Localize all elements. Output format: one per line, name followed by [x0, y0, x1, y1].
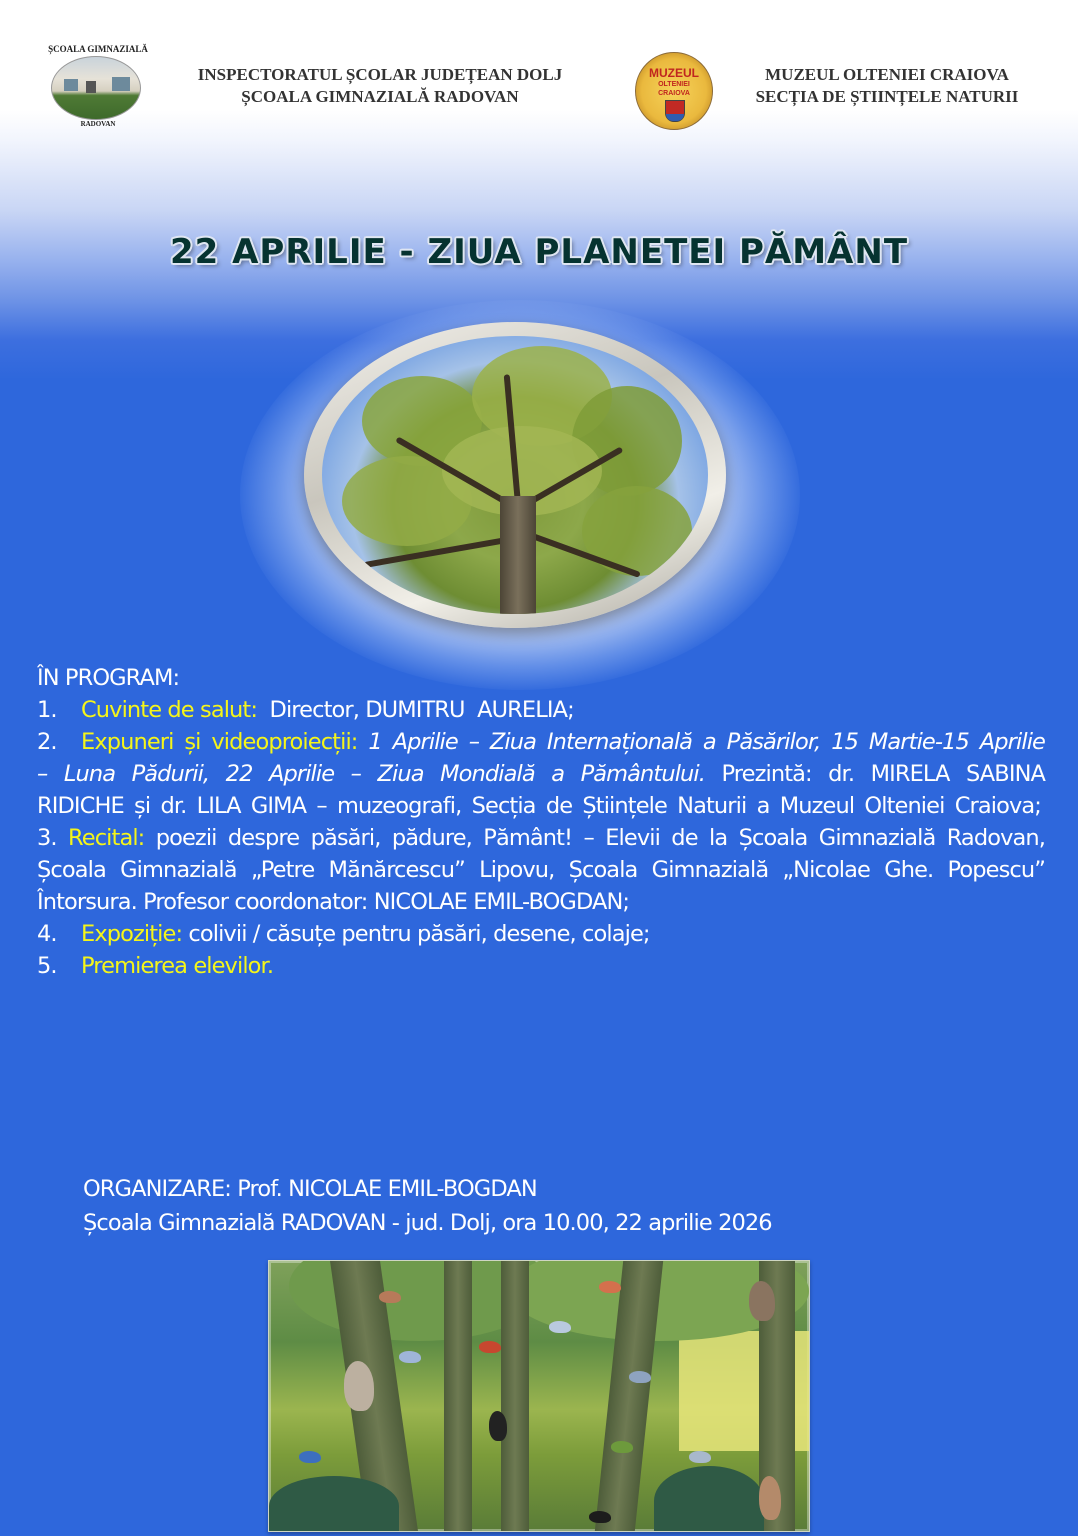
school-building-photo: [51, 56, 141, 120]
school-logo: [45, 44, 151, 132]
program-item-5: 5. Premierea elevilor.: [37, 953, 274, 979]
museum-section: SECȚIA DE ȘTIINȚELE NATURII: [755, 87, 1019, 106]
inspectorate-heading: [160, 64, 600, 108]
program-item-label: Expuneri și videoproiecții:: [81, 729, 358, 755]
school-logo-bottom-text: RADOVAN: [80, 120, 116, 128]
program-item-text: Director, DUMITRU AURELIA;: [257, 697, 574, 723]
inspectorate-name: INSPECTORATUL ȘCOLAR JUDEȚEAN DOLJ: [197, 65, 563, 84]
museum-heading: [722, 64, 1052, 108]
school-logo-arc-text: ȘCOALA GIMNAZIALĂ: [48, 44, 148, 54]
organizer-line: ORGANIZARE: Prof. NICOLAE EMIL-BOGDAN: [83, 1176, 537, 1202]
museum-logo: [635, 52, 713, 130]
organization-info: [83, 1172, 772, 1240]
program-item-2: 2. Expuneri și videoproiecții: 1 Aprilie – Ziua Internațională a Păsărilor, 15 Martie-15 Aprilie – Luna Pădurii, 22 Aprilie – Ziua Mondială a Pământului. Prezintă: dr. MIRELA SABINA RIDICHE și dr. LILA GIMA – muzeografi, Secția de Științele Naturii a Muzeul Olteniei Craiova;: [37, 729, 1045, 819]
museum-logo-line3: CRAIOVA: [658, 90, 690, 97]
program-section: [37, 662, 1045, 982]
program-item-label: Expoziție:: [81, 921, 183, 947]
tree-image-frame: [304, 322, 726, 628]
program-item-3: 3. Recital: poezii despre păsări, pădure, Pământ! – Elevii de la Școala Gimnazială Radovan, Școala Gimnazială „Petre Mănărcescu” Lipovu, Școala Gimnazială „Nicolae Ghe. Popescu” Întorsura. Profesor coordonator: NICOLAE EMIL-BOGDAN;: [37, 825, 1045, 915]
program-item-label: Cuvinte de salut:: [81, 697, 258, 723]
venue-date-line: Școala Gimnazială RADOVAN - jud. Dolj, ora 10.00, 22 aprilie 2026: [83, 1210, 772, 1236]
coat-of-arms-icon: [665, 100, 685, 122]
museum-logo-line2: OLTENIEI: [658, 81, 690, 88]
program-item-italic-text: 1 Aprilie – Ziua Internațională a Păsărilor, 15 Martie-15 Aprilie – Luna Pădurii, 22 Aprilie – Ziua Mondială a Pământului.: [37, 729, 1045, 787]
program-item-label: Premierea elevilor.: [81, 953, 274, 979]
program-item-text: Prezintă: dr. MIRELA SABINA RIDICHE și dr. LILA GIMA – muzeografi, Secția de Științele Naturii a Muzeul Olteniei Craiova;: [37, 761, 1045, 819]
tree-canopy-image: [322, 336, 708, 614]
program-heading: ÎN PROGRAM:: [37, 665, 180, 691]
poster-header: [0, 44, 1078, 134]
program-item-label: Recital:: [68, 825, 145, 851]
museum-name: MUZEUL OLTENIEI CRAIOVA: [765, 65, 1009, 84]
program-item-1: 1. Cuvinte de salut: Director, DUMITRU AURELIA;: [37, 697, 574, 723]
program-item-text: poezii despre păsări, pădure, Pământ! – Elevii de la Școala Gimnazială Radovan, Școala Gimnazială „Petre Mănărcescu” Lipovu, Școala Gimnazială „Nicolae Ghe. Popescu” Întorsura. Profesor coordonator: NICOLAE EMIL-BOGDAN;: [37, 825, 1045, 915]
program-item-text: colivii / căsuțe pentru păsări, desene, colaje;: [182, 921, 650, 947]
school-name: ȘCOALA GIMNAZIALĂ RADOVAN: [241, 87, 519, 106]
museum-logo-line1: MUZEUL: [649, 66, 699, 80]
forest-birds-image: [268, 1260, 810, 1532]
poster-title: 22 APRILIE - ZIUA PLANETEI PĂMÂNT: [169, 232, 909, 272]
program-item-4: 4. Expoziție: colivii / căsuțe pentru păsări, desene, colaje;: [37, 921, 650, 947]
